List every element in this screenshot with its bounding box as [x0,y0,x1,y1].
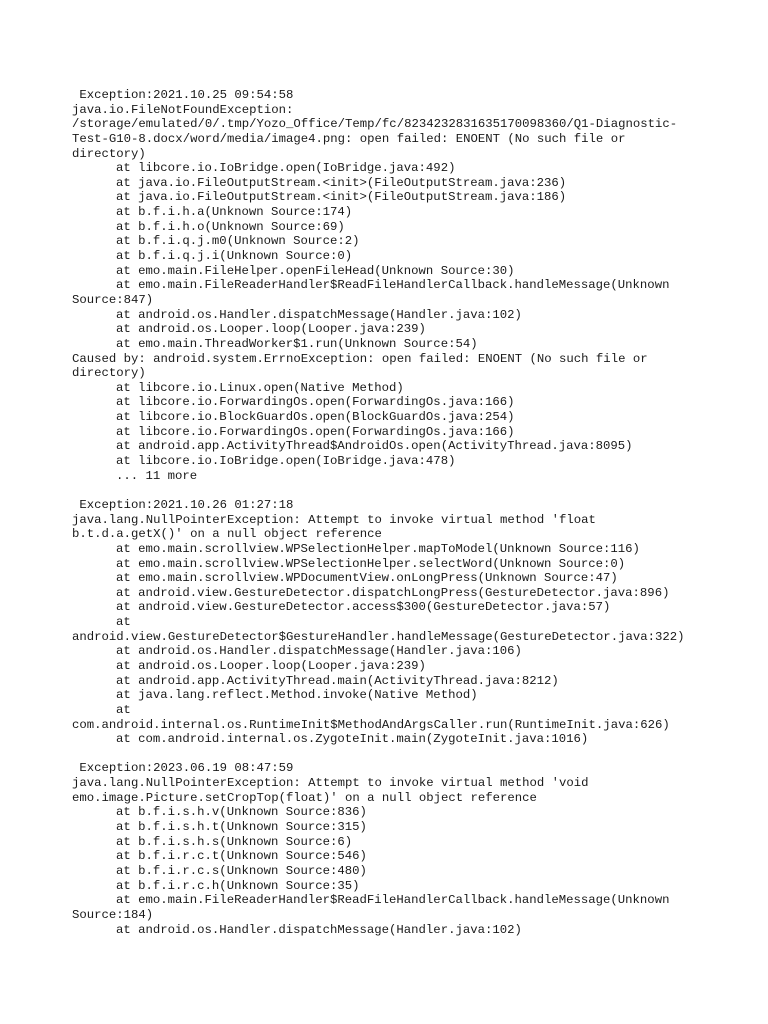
log-line: at java.lang.reflect.Method.invoke(Native Method) [116,688,478,703]
log-line: at emo.main.scrollview.WPSelectionHelper.selectWord(Unknown Source:0) [116,556,626,571]
log-line: at com.android.internal.os.ZygoteInit.main(ZygoteInit.java:1016) [116,732,589,747]
log-line: at b.f.i.r.c.h(Unknown Source:35) [116,878,360,893]
log-line: at emo.main.ThreadWorker$1.run(Unknown Source:54) [116,336,478,351]
log-line: at b.f.i.h.o(Unknown Source:69) [116,219,345,234]
log-line: at emo.main.scrollview.WPDocumentView.onLongPress(Unknown Source:47) [116,571,618,586]
log-line: at emo.main.FileHelper.openFileHead(Unknown Source:30) [116,263,515,278]
log-line: emo.image.Picture.setCropTop(float)' on a null object reference [72,790,537,805]
log-line: at android.app.ActivityThread$AndroidOs.open(ActivityThread.java:8095) [116,439,633,454]
log-line: directory) [72,366,146,381]
log-line: at libcore.io.BlockGuardOs.open(BlockGuardOs.java:254) [116,410,515,425]
log-line: at b.f.i.s.h.s(Unknown Source:6) [116,834,353,849]
log-line: at emo.main.FileReaderHandler$ReadFileHandlerCallback.handleMessage(Unknown [116,278,670,293]
log-line: at b.f.i.q.j.m0(Unknown Source:2) [116,234,360,249]
log-line: at [116,702,131,717]
log-line: /storage/emulated/0/.tmp/Yozo_Office/Temp/fc/8234232831635170098360/Q1-Diagnostic- [72,117,678,132]
block-separator [72,747,712,762]
log-line: at android.os.Handler.dispatchMessage(Handler.java:102) [116,307,522,322]
log-line: java.io.FileNotFoundException: [72,102,294,117]
log-line: at b.f.i.h.a(Unknown Source:174) [116,205,353,220]
log-line: b.t.d.a.getX()' on a null object reference [72,527,382,542]
log-line: java.lang.NullPointerException: Attempt to invoke virtual method 'float [72,512,596,527]
log-line: com.android.internal.os.RuntimeInit$MethodAndArgsCaller.run(RuntimeInit.java:626) [72,717,670,732]
exception-block [72,88,712,483]
log-line: at libcore.io.ForwardingOs.open(ForwardingOs.java:166) [116,395,515,410]
log-line: at [116,615,131,630]
log-line: at android.view.GestureDetector.dispatchLongPress(GestureDetector.java:896) [116,585,670,600]
log-line: at libcore.io.IoBridge.open(IoBridge.java:478) [116,454,456,469]
block-separator [72,483,712,498]
log-line: at android.os.Looper.loop(Looper.java:239) [116,322,426,337]
log-line: at b.f.i.q.j.i(Unknown Source:0) [116,249,353,264]
log-line: at emo.main.scrollview.WPSelectionHelper.mapToModel(Unknown Source:116) [116,541,640,556]
exception-header-line: Exception:2023.06.19 08:47:59 [72,761,294,776]
exception-block [72,761,712,937]
log-line: at libcore.io.Linux.open(Native Method) [116,380,404,395]
log-line: at android.view.GestureDetector.access$300(GestureDetector.java:57) [116,600,611,615]
log-line: android.view.GestureDetector$GestureHandler.handleMessage(GestureDetector.java:322) [72,629,685,644]
log-line: at b.f.i.s.h.t(Unknown Source:315) [116,820,367,835]
log-line: ... 11 more [116,468,198,483]
exception-header-line: Exception:2021.10.26 01:27:18 [72,497,294,512]
log-document [72,88,712,937]
log-line: at android.app.ActivityThread.main(ActivityThread.java:8212) [116,673,559,688]
log-line: at java.io.FileOutputStream.<init>(FileOutputStream.java:186) [116,190,567,205]
log-line: at libcore.io.ForwardingOs.open(ForwardingOs.java:166) [116,424,515,439]
log-line: at android.os.Looper.loop(Looper.java:239) [116,658,426,673]
log-line: directory) [72,146,146,161]
log-line: Caused by: android.system.ErrnoException: open failed: ENOENT (No such file or [72,351,648,366]
log-line: at emo.main.FileReaderHandler$ReadFileHandlerCallback.handleMessage(Unknown [116,893,670,908]
log-line: at libcore.io.IoBridge.open(IoBridge.java:492) [116,161,456,176]
log-line: Source:184) [72,907,154,922]
log-line: at b.f.i.r.c.s(Unknown Source:480) [116,863,367,878]
log-line: java.lang.NullPointerException: Attempt to invoke virtual method 'void [72,776,589,791]
log-line: at android.os.Handler.dispatchMessage(Handler.java:106) [116,644,522,659]
log-line: at b.f.i.s.h.v(Unknown Source:836) [116,805,367,820]
log-line: at java.io.FileOutputStream.<init>(FileOutputStream.java:236) [116,175,567,190]
exception-block [72,498,712,747]
log-line: Test-G10-8.docx/word/media/image4.png: open failed: ENOENT (No such file or [72,131,626,146]
log-line: at b.f.i.r.c.t(Unknown Source:546) [116,849,367,864]
log-line: at android.os.Handler.dispatchMessage(Handler.java:102) [116,922,522,937]
exception-header-line: Exception:2021.10.25 09:54:58 [72,88,294,102]
log-line: Source:847) [72,292,154,307]
